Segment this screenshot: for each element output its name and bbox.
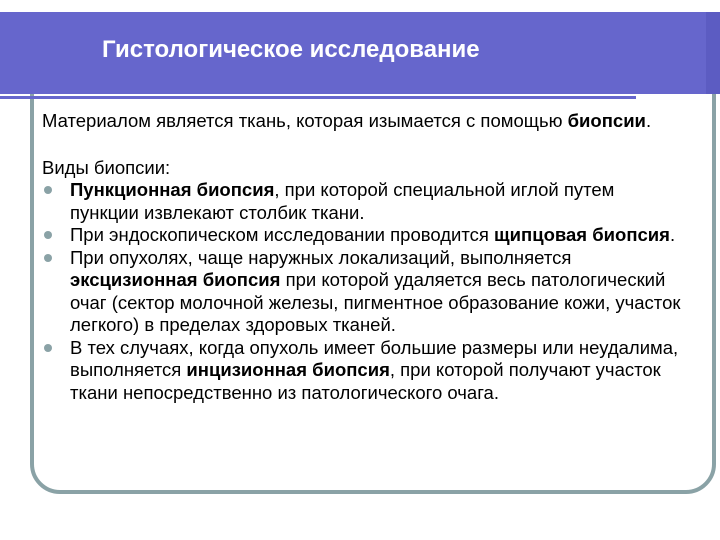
item-text: , при которой получают участок ткани непосредственно из патологического очага. [70,359,661,403]
intro-paragraph [42,110,682,133]
list-item [42,224,682,247]
slide-content [42,110,682,404]
item-bold: эксцизионная биопсия [70,269,281,290]
bullet-icon [44,254,52,262]
item-bold: инцизионная биопсия [186,359,390,380]
list-item [42,179,682,224]
item-text: При эндоскопическом исследовании проводится [70,224,495,245]
item-bold: Пункционная биопсия [70,179,275,200]
item-text: , при которой специальной иглой путем пункции извлекают столбик ткани. [70,179,615,223]
list-item [42,337,682,405]
biopsy-types-list [42,179,682,404]
list-item [42,247,682,337]
item-text: В тех случаях, когда опухоль имеет большие размеры или неудалима, выполняется [70,336,679,380]
intro-text: Материалом является ткань, которая изымается с помощью [42,110,568,131]
item-text: . [669,224,676,245]
intro-bold: биопсии [567,110,646,131]
item-bold: щипцовая биопсия [494,224,670,245]
slide-title: Гистологическое исследование [102,36,480,63]
types-heading: Виды биопсии: [42,156,171,178]
item-text: при которой удаляется весь патологический очаг (сектор молочной железы, пигментное образование кожи, участок легкого) в пределах здоровых тканей. [70,269,681,335]
item-text: При опухолях, чаще наружных локализаций, выполняется [70,246,572,268]
intro-tail: . [645,110,652,131]
title-underline [0,96,636,99]
bullet-icon [44,344,52,352]
bullet-icon [44,186,52,194]
bullet-icon [44,231,52,239]
